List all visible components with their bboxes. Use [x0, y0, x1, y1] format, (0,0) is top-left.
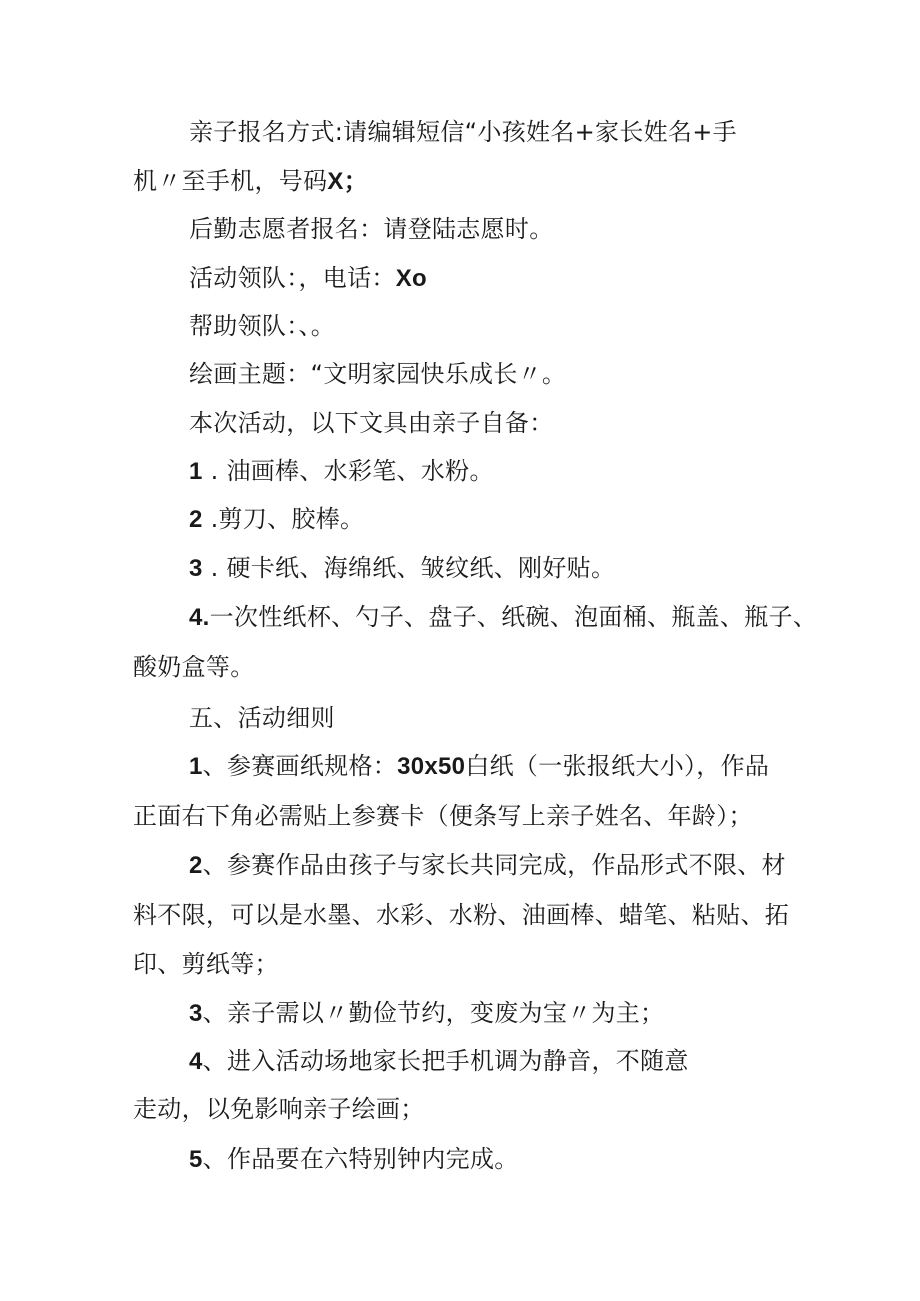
rule-5: 5、作品要在六特别钟内完成。: [189, 1145, 519, 1173]
rule-2-line-3: 印、剪纸等；: [133, 950, 279, 978]
rule-2-line-2: 料不限，可以是水墨、水彩、水粉、油画棒、蜡笔、粘贴、拓: [133, 901, 790, 929]
volunteer-line: 后勤志愿者报名：请登陆志愿时。: [189, 215, 554, 243]
theme-line: 绘画主题：“文明家园快乐成长〃。: [189, 360, 567, 388]
section-heading: 五、活动细则: [189, 704, 335, 732]
supply-item-3: 3 . 硬卡纸、海绵纸、皱纹纸、刚好贴。: [189, 554, 616, 582]
supply-item-2: 2 .剪刀、胶棒。: [189, 505, 365, 533]
rule-2-line-1: 2、参赛作品由孩子与家长共同完成，作品形式不限、材: [189, 851, 786, 879]
rule-3: 3、亲子需以〃勤俭节约，变废为宝〃为主；: [189, 999, 665, 1027]
rule-1-line-2: 正面右下角必需贴上参赛卡（便条写上亲子姓名、年龄）；: [133, 802, 753, 830]
contact-line-2: 机〃至手机，号码X；: [133, 167, 369, 195]
supply-item-4-line-2: 酸奶盒等。: [133, 653, 255, 681]
rule-4-line-2: 走动，以免影响亲子绘画；: [133, 1095, 425, 1123]
rule-4-line-1: 4、进入活动场地家长把手机调为静音，不随意: [189, 1047, 689, 1075]
supplies-intro: 本次活动，以下文具由亲子自备：: [189, 409, 554, 437]
supply-item-4-line-1: 4.一次性纸杯、勺子、盘子、纸碗、泡面桶、瓶盖、瓶子、: [189, 603, 818, 631]
supply-item-1: 1 . 油画棒、水彩笔、水粉。: [189, 457, 494, 485]
assistant-line: 帮助领队：、。: [189, 312, 336, 340]
rule-1-line-1: 1、参赛画纸规格：30x50白纸（一张报纸大小），作品: [189, 752, 770, 780]
leader-line: 活动领队：，电话：Xo: [189, 264, 427, 292]
contact-line-1: 亲子报名方式:请编辑短信“小孩姓名+家长姓名+手: [189, 118, 737, 146]
